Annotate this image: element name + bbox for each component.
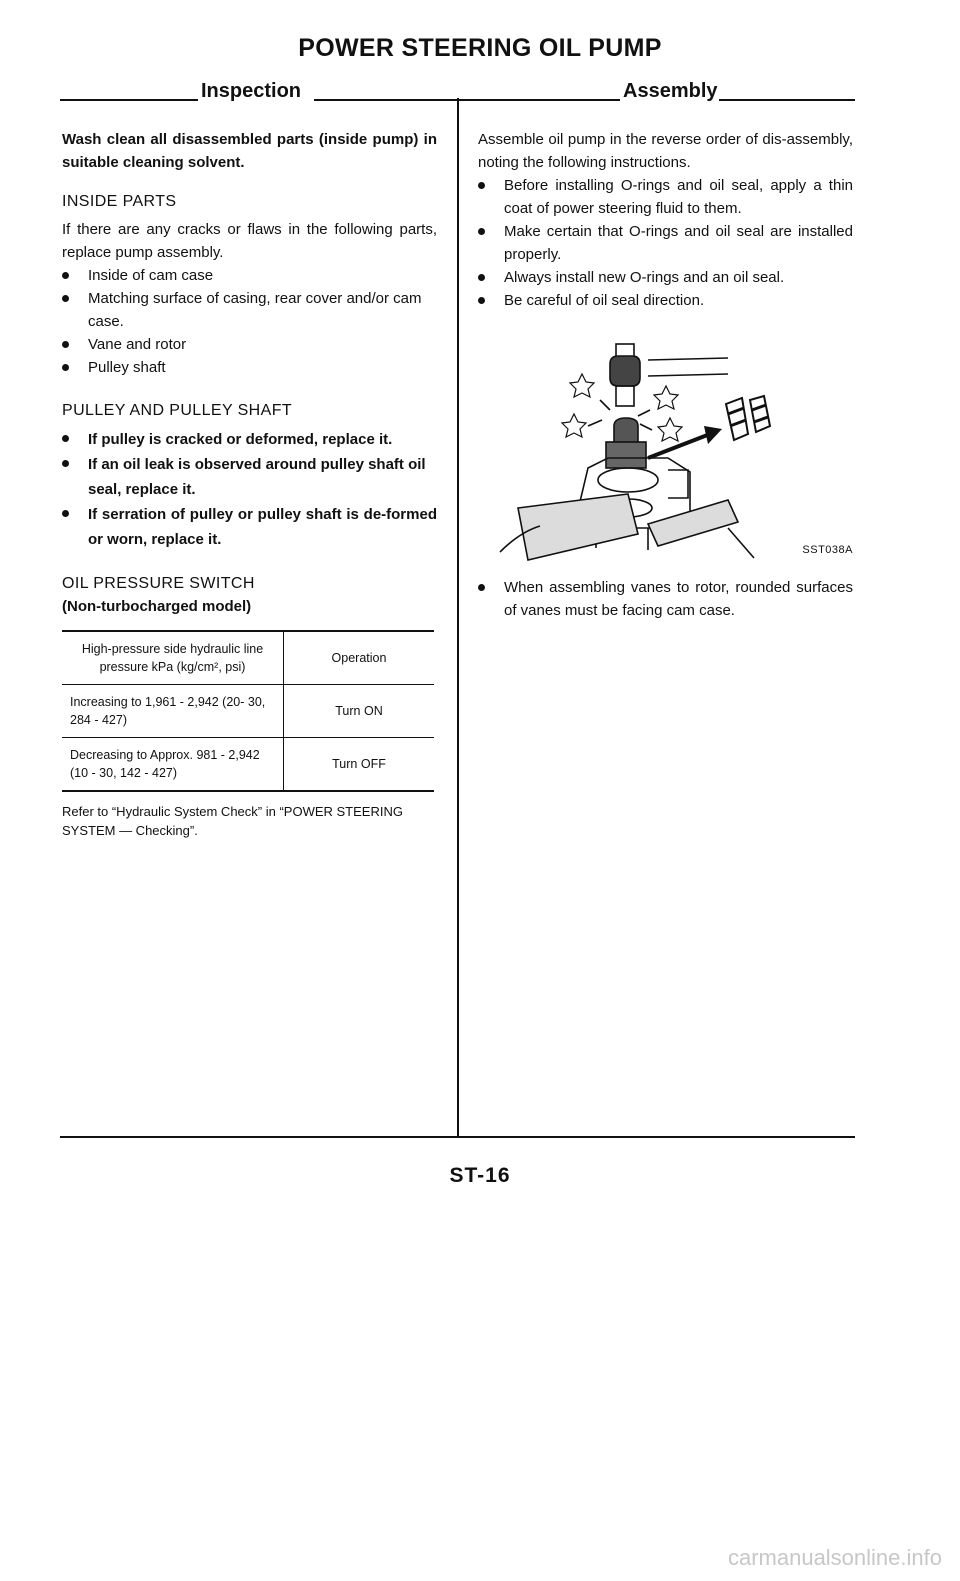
table-header-cell: High-pressure side hydraulic line pressure kPa (kg/cm², psi) bbox=[62, 631, 284, 685]
inside-parts-text: If there are any cracks or flaws in the following parts, replace pump assembly. bbox=[62, 221, 437, 261]
switch-heading: OIL PRESSURE SWITCH bbox=[62, 575, 255, 592]
inspection-heading-label: Inspection bbox=[201, 80, 302, 102]
table-row bbox=[62, 738, 434, 792]
list-item: Be careful of oil seal direction. bbox=[478, 289, 853, 312]
table-cell: Turn ON bbox=[284, 685, 435, 738]
list-item: Matching surface of casing, rear cover and/or cam case. bbox=[62, 287, 437, 333]
table-cell: Turn OFF bbox=[284, 738, 435, 792]
table-cell: Increasing to 1,961 - 2,942 (20- 30, 284 - 427) bbox=[62, 685, 284, 738]
list-item: If pulley is cracked or deformed, replace it. bbox=[62, 427, 437, 452]
list-item: When assembling vanes to rotor, rounded surfaces of vanes must be facing cam case. bbox=[478, 576, 853, 622]
assembly-list-after bbox=[478, 576, 853, 622]
footer-watermark[interactable]: carmanualsonline.info bbox=[727, 1545, 942, 1570]
list-item: If an oil leak is observed around pulley shaft oil seal, replace it. bbox=[62, 452, 437, 502]
table-header-cell: Operation bbox=[284, 631, 435, 685]
assembly-section bbox=[478, 128, 853, 622]
page-number: ST-16 bbox=[449, 1164, 511, 1187]
hammer-drift-illustration bbox=[478, 330, 853, 570]
bottom-rule bbox=[60, 1136, 855, 1138]
pulley-list bbox=[62, 427, 437, 552]
inspection-section bbox=[62, 128, 437, 840]
assembly-heading-label: Assembly bbox=[623, 80, 718, 102]
page-title: POWER STEERING OIL PUMP bbox=[298, 34, 662, 62]
inspection-intro: Wash clean all disassembled parts (inside pump) in suitable cleaning solvent. bbox=[62, 131, 437, 171]
list-item: Make certain that O-rings and oil seal are installed properly. bbox=[478, 220, 853, 266]
list-item: Before installing O-rings and oil seal, apply a thin coat of power steering fluid to them. bbox=[478, 174, 853, 220]
list-item: Always install new O-rings and an oil seal. bbox=[478, 266, 853, 289]
figure-code: SST038A bbox=[802, 544, 853, 556]
table-row bbox=[62, 685, 434, 738]
inside-parts-heading: INSIDE PARTS bbox=[62, 193, 177, 210]
inside-parts-list bbox=[62, 264, 437, 379]
list-item: Inside of cam case bbox=[62, 264, 437, 287]
table-header-row bbox=[62, 631, 434, 685]
oil-seal-install-figure bbox=[478, 330, 853, 570]
pulley-heading: PULLEY AND PULLEY SHAFT bbox=[62, 402, 293, 419]
table-cell: Decreasing to Approx. 981 - 2,942 (10 - 30, 142 - 427) bbox=[62, 738, 284, 792]
switch-table bbox=[62, 630, 434, 792]
list-item: Vane and rotor bbox=[62, 333, 437, 356]
list-item: If serration of pulley or pulley shaft is de-formed or worn, replace it. bbox=[62, 502, 437, 552]
assembly-list bbox=[478, 174, 853, 312]
assembly-heading bbox=[457, 80, 855, 110]
column-divider bbox=[457, 98, 459, 1138]
inspection-heading bbox=[60, 80, 457, 110]
list-item: Pulley shaft bbox=[62, 356, 437, 379]
switch-subheading: (Non-turbocharged model) bbox=[62, 598, 252, 615]
switch-note: Refer to “Hydraulic System Check” in “POWER STEERING SYSTEM — Checking”. bbox=[62, 804, 403, 838]
assembly-intro: Assemble oil pump in the reverse order of dis-assembly, noting the following instructions. bbox=[478, 131, 853, 171]
